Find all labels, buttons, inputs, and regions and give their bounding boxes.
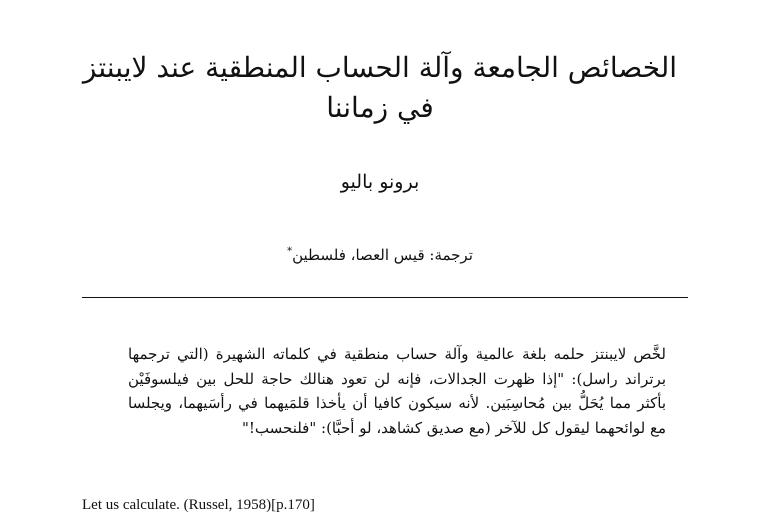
author-name: برونو باليو [340, 171, 420, 193]
horizontal-rule [82, 297, 688, 298]
footnote-marker: * [287, 246, 293, 257]
footnote-text: Let us calculate. (Russel, 1958)[p.170] [82, 497, 315, 513]
translator-text: ترجمة: قيس العصا، فلسطين [292, 246, 473, 264]
paper-title: الخصائص الجامعة وآلة الحساب المنطقية عند لايبنتز في زماننا [82, 51, 678, 124]
abstract-paragraph: لخَّص لايبنتز حلمه بلغة عالمية وآلة حساب منطقية في كلماته الشهيرة (التي ترجمها برتراند راسل): "إذا ظهرت الجدالات، فإنه لن تعود هنالك حاجة للحل بين فيلسوفَيْن بأكثر مما يُحَلُّ بين مُحاسِبَين. لأنه سيكون كافيا أن يأخذا قلمَيهما في رأسَيهما، ويجلسا مع لوائحهما ليقول كل للآخر (مع صديق كشاهد، لو أحبَّا): "فلنحسب!" [128, 345, 666, 437]
translator-line [70, 240, 690, 267]
